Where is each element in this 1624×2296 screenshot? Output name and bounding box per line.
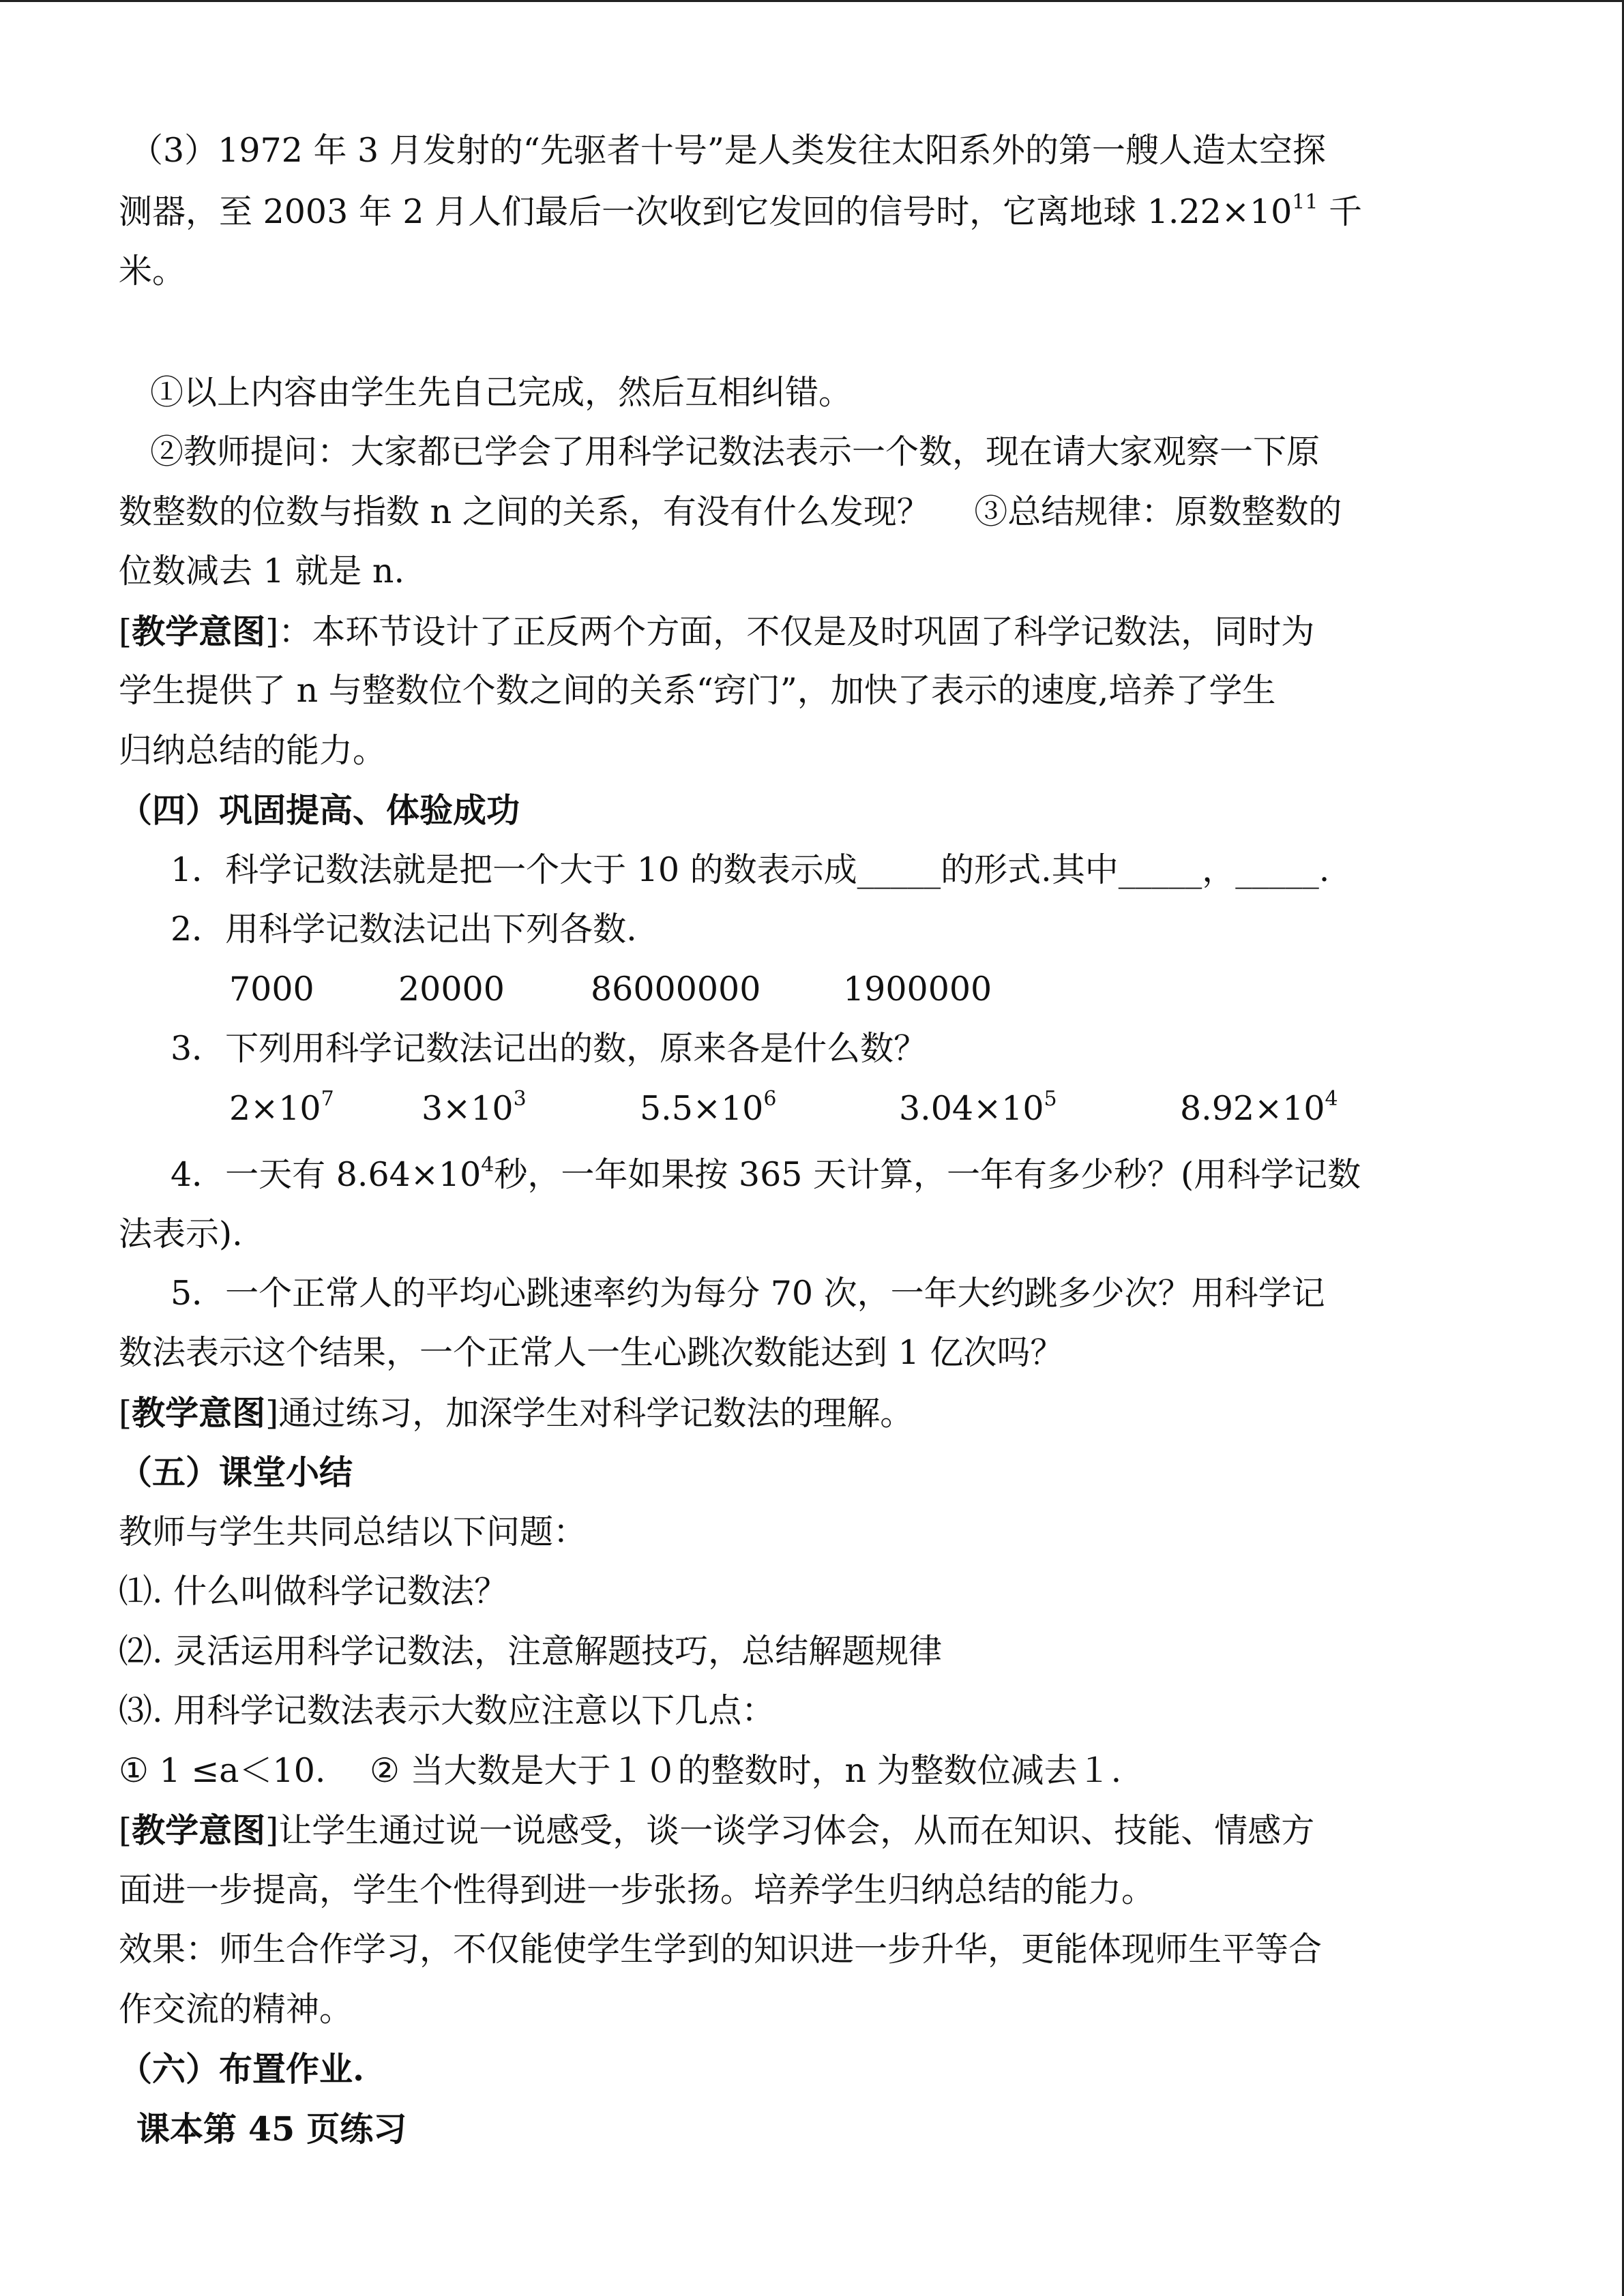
summary-item-1: ⑴. 什么叫做科学记数法？ (119, 1572, 508, 1611)
effect-line-1: 效果：师生合作学习，不仅能使学生学到的知识进一步升华，更能体现师生平等合 (119, 1930, 1323, 1969)
question-3: 3．下列用科学记数法记出的数，原来各是什么数？ (171, 1029, 928, 1068)
question-2-numbers (229, 969, 992, 1010)
section-6-heading: （六）布置作业. (119, 2049, 365, 2089)
teaching-intent-1-line-1: [教学意图]：本环节设计了正反两个方面，不仅是及时巩固了科学记数法，同时为 (119, 612, 1315, 651)
sci-number-item: $3.04\times 10^5$ (899, 1086, 1057, 1128)
sci-number-item: $2\times 10^7$ (229, 1086, 334, 1128)
number-item: 1900000 (843, 970, 992, 1009)
teaching-intent-3-line-1: [教学意图]让学生通过说一说感受，谈一谈学习体会，从而在知识、技能、情感方 (119, 1810, 1315, 1850)
question-1: 1．科学记数法就是把一个大于 10 的数表示成_____的形式.其中_____，_____. (171, 850, 1330, 889)
paragraph-3-line-2: 测器，至 2003 年 2 月人们最后一次收到它发回的信号时，它离地球 $1.22\times 10^{11}$ 千 (119, 190, 1363, 231)
question-5-line-1: 5．一个正常人的平均心跳速率约为每分 70 次，一年大约跳多少次？用科学记 (171, 1274, 1325, 1313)
section-4-heading: （四）巩固提高、体验成功 (119, 790, 520, 830)
number-item: 20000 (398, 970, 505, 1009)
sci-number-item: $8.92\times 10^4$ (1180, 1086, 1338, 1128)
question-3-items (229, 1088, 1338, 1129)
intent-label: 教学意图 (132, 612, 266, 651)
number-item: 7000 (229, 970, 314, 1009)
section-5-heading: （五）课堂小结 (119, 1452, 353, 1492)
teaching-intent-1-line-3: 归纳总结的能力。 (119, 731, 387, 770)
summary-intro: 教师与学生共同总结以下问题： (119, 1512, 587, 1551)
effect-line-2: 作交流的精神。 (119, 1990, 353, 2029)
teaching-intent-3-line-2: 面进一步提高，学生个性得到进一步张扬。培养学生归纳总结的能力。 (119, 1870, 1155, 1909)
teaching-intent-2: [教学意图]通过练习，加深学生对科学记数法的理解。 (119, 1393, 914, 1433)
paragraph-3-line-1: （3）1972 年 3 月发射的“先驱者十号”是人类发往太阳系外的第一艘人造太空探 (130, 131, 1326, 170)
question-2: 2．用科学记数法记出下列各数. (171, 910, 637, 949)
step-2-line-1: ②教师提问：大家都已学会了用科学记数法表示一个数，现在请大家观察一下原 (150, 432, 1320, 471)
question-4-line-1: 4．一天有 $8.64\times 10^4$秒，一年如果按 365 天计算，一年有多少秒？(用科学记数 (171, 1152, 1361, 1194)
summary-item-2: ⑵. 灵活运用科学记数法，注意解题技巧，总结解题规律 (119, 1632, 943, 1671)
step-2-line-2: 数整数的位数与指数 n 之间的关系，有没有什么发现？ ③总结规律：原数整数的 (119, 492, 1342, 531)
paragraph-3-line-3: 米。 (119, 252, 186, 290)
exponent: 11 (1292, 190, 1318, 214)
question-5-line-2: 数法表示这个结果，一个正常人一生心跳次数能达到 1 亿次吗？ (119, 1333, 1064, 1372)
summary-item-3: ⑶. 用科学记数法表示大数应注意以下几点： (119, 1691, 776, 1730)
homework-text: 课本第 45 页练习 (136, 2109, 407, 2149)
question-4-line-2: 法表示). (119, 1214, 243, 1253)
teaching-intent-1-line-2: 学生提供了 n 与整数位个数之间的关系“窍门”，加快了表示的速度,培养了学生 (119, 671, 1276, 710)
step-2-line-3: 位数减去 1 就是 n. (119, 552, 405, 591)
number-item: 86000000 (591, 970, 761, 1009)
summary-rules: ① 1 ≤a＜10. ② 当大数是大于１０的整数时，n 为整数位减去１. (119, 1751, 1122, 1790)
step-1: ①以上内容由学生先自己完成，然后互相纠错。 (150, 373, 853, 412)
sci-number-item: $5.5\times 10^6$ (640, 1086, 777, 1128)
sci-number-item: $3\times 10^3$ (422, 1086, 527, 1128)
